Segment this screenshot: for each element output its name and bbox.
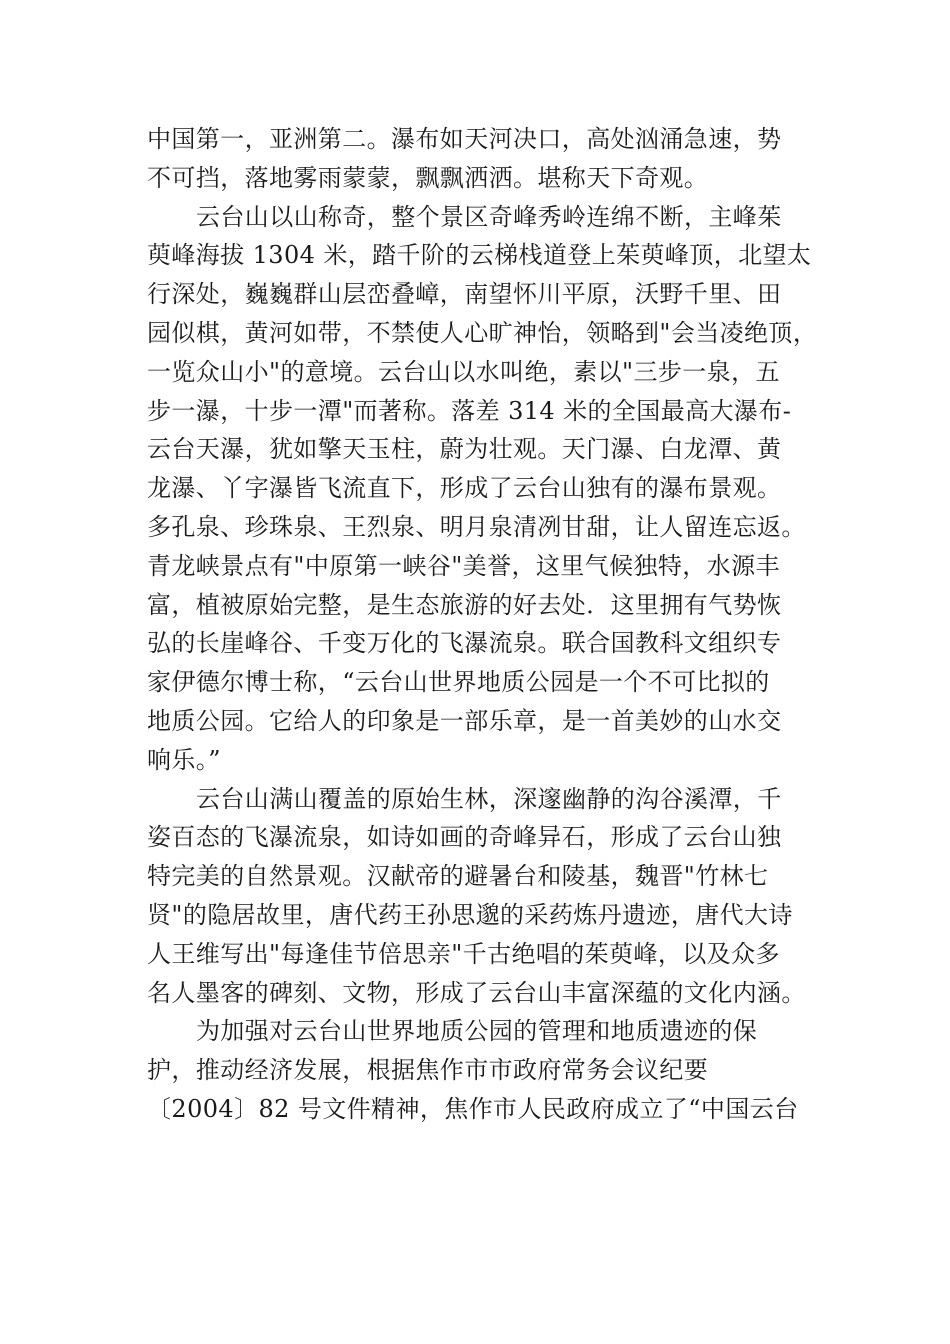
text-line: 〔2004〕82 号文件精神，焦作市人民政府成立了“中国云台 — [147, 1094, 799, 1123]
text-line: 人王维写出"每逢佳节倍思亲"千古绝唱的茱萸峰，以及众多 — [147, 939, 780, 968]
text-line: 贤"的隐居故里，唐代药王孙思邈的采药炼丹遗迹，唐代大诗 — [147, 900, 793, 929]
text-line: 多孔泉、珍珠泉、王烈泉、明月泉清冽甘甜，让人留连忘返。 — [147, 512, 806, 541]
paragraph-first-line: 为加强对云台山世界地质公园的管理和地质遗迹的保 — [196, 1017, 758, 1046]
text-line: 步一瀑，十步一潭"而著称。落差 314 米的全国最高大瀑布- — [147, 396, 792, 425]
text-line: 龙瀑、丫字瀑皆飞流直下，形成了云台山独有的瀑布景观。 — [147, 474, 782, 503]
text-line: 中国第一，亚洲第二。瀑布如天河决口，高处汹涌急速，势 — [147, 125, 782, 153]
text-line: 家伊德尔博士称，“云台山世界地质公园是一个不可比拟的 — [147, 668, 770, 697]
text-line: 地质公园。它给人的印象是一部乐章，是一首美妙的山水交 — [147, 706, 782, 735]
text-line: 青龙峡景点有"中原第一峡谷"美誉，这里气候独特，水源丰 — [147, 551, 780, 580]
body-text — [147, 120, 818, 1129]
text-line: 名人墨客的碑刻、文物，形成了云台山丰富深蕴的文化内涵。 — [147, 978, 806, 1007]
paragraph-first-line: 云台山满山覆盖的原始生林，深邃幽静的沟谷溪潭，千 — [196, 784, 782, 813]
text-line: 云台天瀑，犹如擎天玉柱，蔚为壮观。天门瀑、白龙潭、黄 — [147, 435, 782, 464]
text-line: 行深处，巍巍群山层峦叠嶂，南望怀川平原，沃野千里、田 — [147, 280, 782, 309]
text-line: 萸峰海拔 1304 米，踏千阶的云梯栈道登上茱萸峰顶，北望太 — [147, 241, 812, 270]
text-line: 弘的长崖峰谷、千变万化的飞瀑流泉。联合国教科文组织专 — [147, 629, 782, 658]
text-line: 姿百态的飞瀑流泉，如诗如画的奇峰异石，形成了云台山独 — [147, 823, 782, 852]
paragraph-first-line: 云台山以山称奇，整个景区奇峰秀岭连绵不断，主峰茱 — [196, 202, 782, 231]
text-line: 特完美的自然景观。汉献帝的避暑台和陵基，魏晋"竹林七 — [147, 862, 769, 891]
text-line: 护，推动经济发展，根据焦作市市政府常务会议纪要 — [147, 1056, 709, 1085]
text-line: 不可挡，落地雾雨蒙蒙，飘飘洒洒。堪称天下奇观。 — [147, 163, 709, 192]
text-line: 园似棋，黄河如带，不禁使人心旷神怡，领略到"会当凌绝顶， — [147, 318, 818, 347]
text-line: 富，植被原始完整，是生态旅游的好去处．这里拥有气势恢 — [147, 590, 782, 619]
text-line: 一览众山小"的意境。云台山以水叫绝，素以"三步一泉，五 — [147, 357, 780, 386]
text-line: 响乐。” — [147, 745, 221, 774]
